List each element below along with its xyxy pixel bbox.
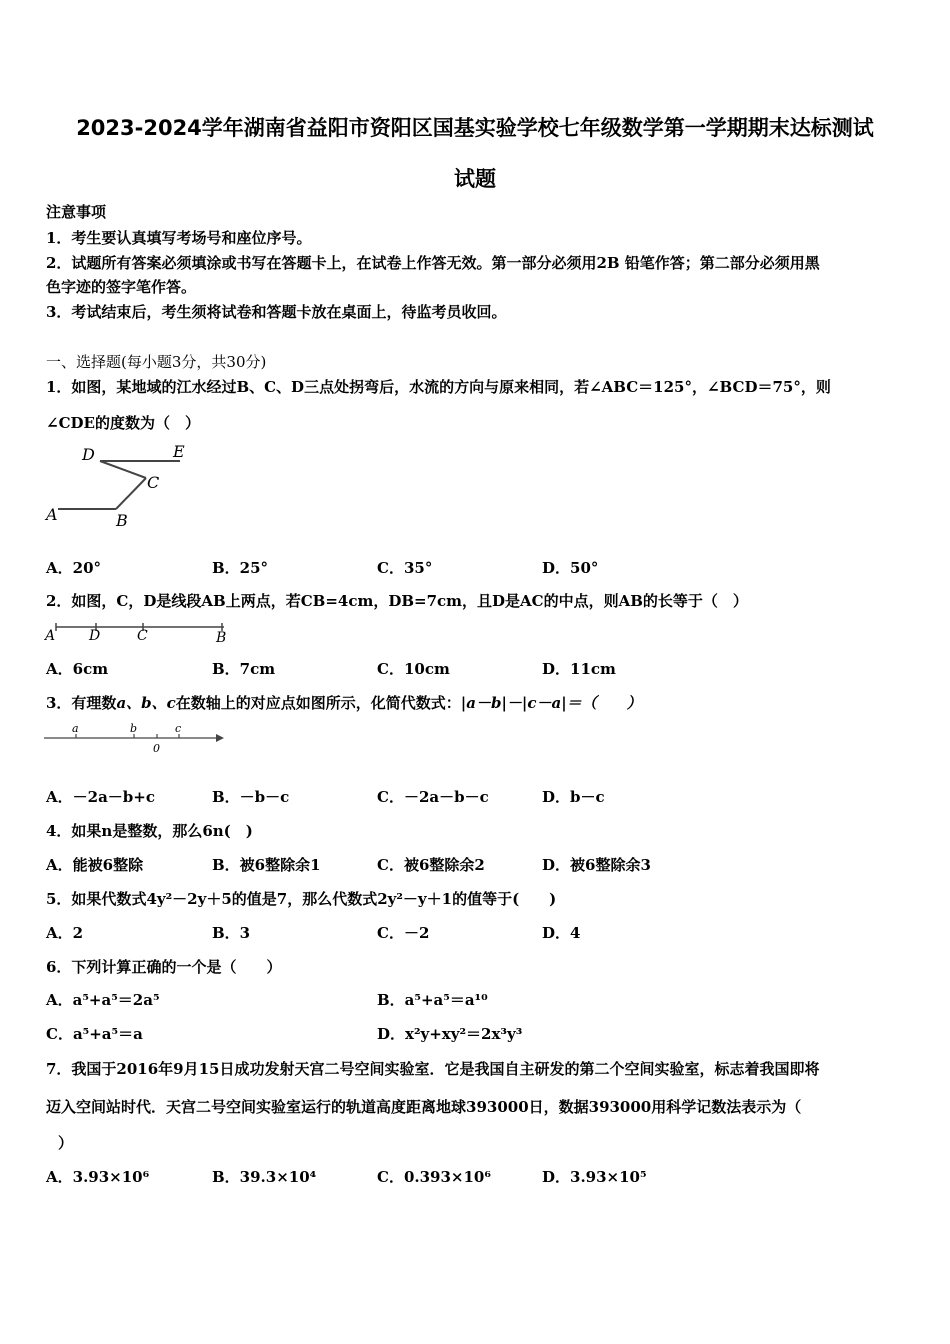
q4-option-a[interactable]: A．能被6整除	[46, 856, 144, 874]
q5-option-d[interactable]: D．4	[542, 924, 581, 942]
q1-option-a[interactable]: A．20°	[46, 559, 102, 577]
q3-label-c: c	[175, 722, 182, 735]
section-heading: 一、选择题(每小题3分，共30分)	[46, 353, 267, 371]
q2-label-A: A	[45, 628, 56, 644]
q3-label-a: a	[72, 722, 79, 735]
note-item-1: 1．考生要认真填写考场号和座位序号。	[46, 229, 312, 247]
q2-label-B: B	[216, 630, 227, 646]
q1-label-D: D	[82, 445, 95, 464]
q3-label-b: b	[130, 722, 138, 735]
q6-stem: 6．下列计算正确的一个是（ ）	[46, 958, 282, 976]
q6-option-b[interactable]: B．a⁵+a⁵＝a¹⁰	[377, 991, 488, 1009]
q3-stem-vars: a、b、c	[116, 694, 176, 712]
q7-stem-line-1: 7．我国于2016年9月15日成功发射天宫二号空间实验室．它是我国自主研发的第二个空间实验室，标志着我国即将	[46, 1060, 820, 1078]
q1-option-c[interactable]: C．35°	[377, 559, 433, 577]
q2-option-a[interactable]: A．6cm	[46, 660, 109, 678]
note-item-2-cont: 色字迹的签字笔作答。	[46, 278, 197, 296]
q1-stem-line-1: 1．如图，某地域的江水经过B、C、D三点处拐弯后，水流的方向与原来相同，若∠ABC＝125°，∠BCD＝75°，则	[46, 378, 831, 396]
q5-option-a[interactable]: A．2	[46, 924, 84, 942]
q7-stem-line-2: 迈入空间站时代．天宫二号空间实验室运行的轨道高度距离地球393000日，数据393000用科学记数法表示为（	[46, 1098, 802, 1116]
q1-stem-line-2: ∠CDE的度数为（ ）	[46, 414, 200, 432]
q6-option-d[interactable]: D．x²y+xy²＝2x³y³	[377, 1025, 523, 1043]
q2-label-D: D	[89, 628, 101, 644]
q1-label-B: B	[116, 511, 128, 530]
q5-option-b[interactable]: B．3	[212, 924, 251, 942]
q2-segment-figure	[40, 618, 240, 648]
q1-label-C: C	[147, 473, 160, 492]
exam-title-line-2: 试题	[454, 167, 496, 191]
q3-stem-expr: a－b|－|c－a|＝（ ）	[466, 694, 642, 712]
q1-option-d[interactable]: D．50°	[542, 559, 599, 577]
q3-stem-mid: 在数轴上的对应点如图所示，化简代数式：|	[175, 694, 467, 712]
q7-stem-line-3: ）	[58, 1134, 74, 1152]
q4-option-c[interactable]: C．被6整除余2	[377, 856, 485, 874]
q1-label-E: E	[173, 442, 185, 461]
q3-option-d[interactable]: D．b－c	[542, 788, 605, 806]
q7-option-c[interactable]: C．0.393×10⁶	[377, 1168, 491, 1186]
q4-option-b[interactable]: B．被6整除余1	[212, 856, 321, 874]
q1-option-b[interactable]: B．25°	[212, 559, 269, 577]
q2-option-d[interactable]: D．11cm	[542, 660, 616, 678]
q1-label-A: A	[46, 505, 58, 524]
q1-river-figure	[40, 438, 200, 536]
q3-option-a[interactable]: A．－2a－b+c	[46, 788, 155, 806]
q5-option-c[interactable]: C．－2	[377, 924, 430, 942]
q6-option-c[interactable]: C．a⁵+a⁵＝a	[46, 1025, 143, 1043]
q7-option-d[interactable]: D．3.93×10⁵	[542, 1168, 647, 1186]
q7-option-b[interactable]: B．39.3×10⁴	[212, 1168, 317, 1186]
q6-option-a[interactable]: A．a⁵+a⁵＝2a⁵	[46, 991, 160, 1009]
q3-number-line-figure	[40, 720, 230, 756]
q3-label-zero: 0	[153, 742, 160, 755]
q3-stem	[46, 693, 642, 713]
q2-option-b[interactable]: B．7cm	[212, 660, 276, 678]
q4-option-d[interactable]: D．被6整除余3	[542, 856, 651, 874]
note-item-3: 3．考试结束后，考生须将试卷和答题卡放在桌面上，待监考员收回。	[46, 303, 507, 321]
q5-stem: 5．如果代数式4y²－2y＋5的值是7，那么代数式2y²－y＋1的值等于( )	[46, 890, 557, 908]
q7-option-a[interactable]: A．3.93×10⁶	[46, 1168, 150, 1186]
notes-heading: 注意事项	[46, 203, 107, 221]
q3-stem-pre: 3．有理数	[46, 694, 117, 712]
q2-stem: 2．如图，C，D是线段AB上两点，若CB=4cm，DB=7cm，且D是AC的中点，则AB的长等于（ ）	[46, 592, 748, 610]
q3-option-b[interactable]: B．－b－c	[212, 788, 290, 806]
note-item-2: 2．试题所有答案必须填涂或书写在答题卡上，在试卷上作答无效。第一部分必须用2B 铅笔作答；第二部分必须用黑	[46, 254, 820, 272]
exam-title-line-1: 2023-2024学年湖南省益阳市资阳区国基实验学校七年级数学第一学期期末达标测试	[76, 116, 874, 140]
q3-option-c[interactable]: C．－2a－b－c	[377, 788, 489, 806]
q2-option-c[interactable]: C．10cm	[377, 660, 450, 678]
q4-stem: 4．如果n是整数，那么6n( )	[46, 822, 253, 840]
q2-label-C: C	[137, 628, 148, 644]
